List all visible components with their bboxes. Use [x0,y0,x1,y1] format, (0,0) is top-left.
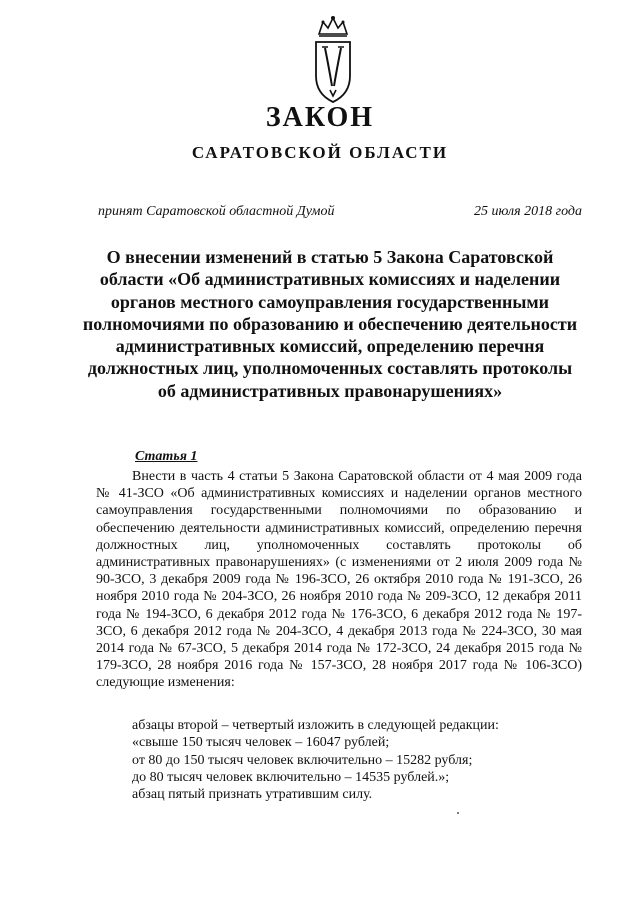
scan-speck [457,812,459,814]
coat-of-arms-icon [311,14,355,106]
amendment-line: абзац пятый признать утратившим силу. [132,787,373,802]
adoption-date: 25 июля 2018 года [474,204,582,219]
amendment-line: до 80 тысяч человек включительно – 14535 рублей.»; [132,770,450,785]
amendment-line: абзацы второй – четвертый изложить в следующей редакции: [132,718,499,733]
amendment-line: от 80 до 150 тысяч человек включительно – 15282 рубля; [132,753,473,768]
document-subtitle: САРАТОВСКОЙ ОБЛАСТИ [191,143,449,162]
article-title: Статья 1 [135,449,198,464]
article-body: Внести в часть 4 статьи 5 Закона Саратовской области от 4 мая 2009 года № 41-ЗСО «Об административных комиссиях и наделении органов местного самоуправления государственными полномочиями по образованию и обеспечению деятельности административных комиссий, определению перечня должностных лиц, уполномоченных составлять протоколы об административных правонарушениях» (с изменениями от 2 июля 2009 года № 90-ЗСО, 3 декабря 2009 года № 196-ЗСО, 26 октября 2010 года № 191-ЗСО, 26 ноября 2010 года № 204-ЗСО, 26 ноября 2010 года № 209-ЗСО, 12 декабря 2011 года № 194-ЗСО, 6 декабря 2012 года № 176-ЗСО, 6 декабря 2012 года № 197-ЗСО, 6 декабря 2012 года № 204-ЗСО, 4 декабря 2013 года № 224-ЗСО, 30 мая 2014 года № 67-ЗСО, 5 декабря 2014 года № 172-ЗСО, 24 декабря 2015 года № 179-ЗСО, 28 ноября 2016 года № 157-ЗСО, 28 ноября 2017 года № 106-ЗСО) следующие изменения: [96,469,582,691]
amendment-line: «свыше 150 тысяч человек – 16047 рублей; [132,735,390,750]
law-heading: О внесении изменений в статью 5 Закона Саратовской области «Об административных комиссиях и наделении органов местного самоуправления государственными полномочиями по образованию и обеспечению деятельности административных комиссий, определению перечня должностных лиц, уполномоченных составлять протоколы об административных правонарушениях» [82,247,578,401]
adopted-by: принят Саратовской областной Думой [98,204,335,219]
document-title: ЗАКОН [265,102,375,133]
